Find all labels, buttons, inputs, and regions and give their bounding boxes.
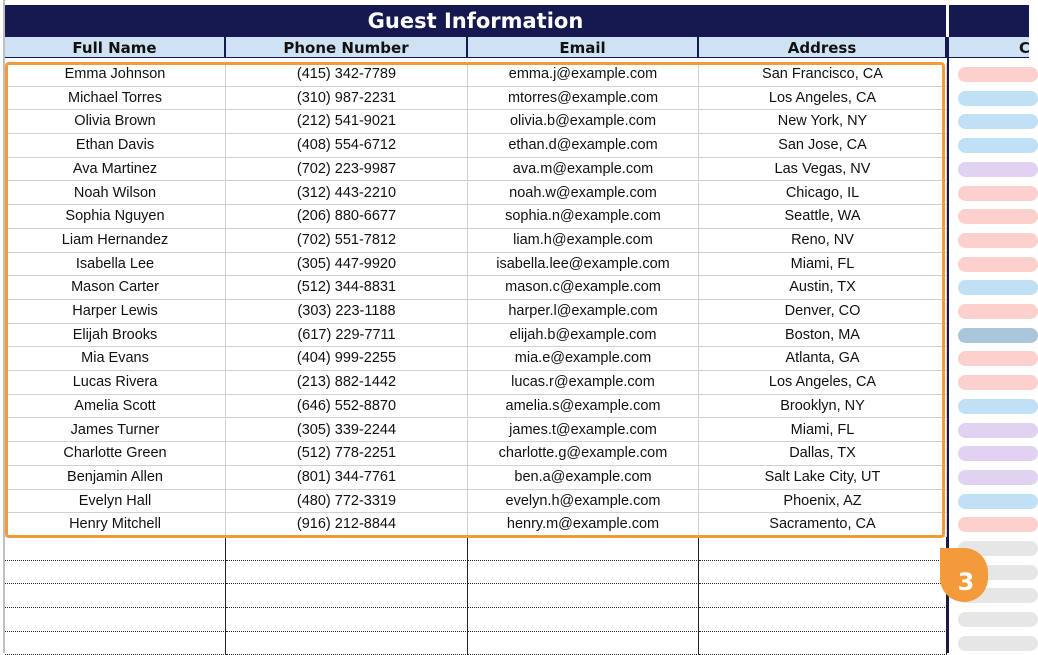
empty-cell[interactable] xyxy=(468,608,699,632)
status-pill[interactable] xyxy=(958,304,1038,319)
empty-cell[interactable] xyxy=(468,584,699,608)
cell-email[interactable]: evelyn.h@example.com xyxy=(468,490,699,514)
cell-phone[interactable]: (305) 339-2244 xyxy=(226,419,468,443)
cell-address[interactable]: Las Vegas, NV xyxy=(699,158,947,182)
cell-address[interactable]: New York, NY xyxy=(699,110,947,134)
cell-phone[interactable]: (512) 344-8831 xyxy=(226,276,468,300)
empty-cell[interactable] xyxy=(226,584,468,608)
cell-email[interactable]: ethan.d@example.com xyxy=(468,134,699,158)
empty-row xyxy=(5,561,947,585)
cell-address[interactable]: Brooklyn, NY xyxy=(699,395,947,419)
cell-full-name[interactable]: Olivia Brown xyxy=(5,110,226,134)
cell-full-name[interactable]: Michael Torres xyxy=(5,87,226,111)
cell-address[interactable]: Austin, TX xyxy=(699,276,947,300)
cell-email[interactable]: noah.w@example.com xyxy=(468,182,699,206)
cell-email[interactable]: olivia.b@example.com xyxy=(468,110,699,134)
cell-full-name[interactable]: James Turner xyxy=(5,419,226,443)
cell-address[interactable]: Seattle, WA xyxy=(699,205,947,229)
cell-full-name[interactable]: Emma Johnson xyxy=(5,63,226,87)
cell-email[interactable]: harper.l@example.com xyxy=(468,300,699,324)
cell-phone[interactable]: (212) 541-9021 xyxy=(226,110,468,134)
empty-cell[interactable] xyxy=(699,584,947,608)
status-pill[interactable] xyxy=(958,328,1038,343)
cell-phone[interactable]: (512) 778-2251 xyxy=(226,442,468,466)
status-pill[interactable] xyxy=(958,446,1038,461)
empty-cell[interactable] xyxy=(468,561,699,585)
empty-cell[interactable] xyxy=(699,632,947,655)
cell-email[interactable]: charlotte.g@example.com xyxy=(468,442,699,466)
cell-phone[interactable]: (213) 882-1442 xyxy=(226,371,468,395)
cell-phone[interactable]: (617) 229-7711 xyxy=(226,324,468,348)
selection-highlight xyxy=(5,62,945,538)
empty-cell[interactable] xyxy=(468,537,699,561)
empty-cell[interactable] xyxy=(5,561,226,585)
cell-full-name[interactable]: Mason Carter xyxy=(5,276,226,300)
status-pill[interactable] xyxy=(958,423,1038,438)
cell-address[interactable]: Reno, NV xyxy=(699,229,947,253)
empty-cell[interactable] xyxy=(226,632,468,655)
status-pill[interactable] xyxy=(958,636,1038,651)
cell-email[interactable]: henry.m@example.com xyxy=(468,513,699,537)
cell-address[interactable]: Sacramento, CA xyxy=(699,513,947,537)
header-email[interactable]: Email xyxy=(468,37,699,58)
cell-phone[interactable]: (305) 447-9920 xyxy=(226,253,468,277)
cell-address[interactable]: Boston, MA xyxy=(699,324,947,348)
cell-email[interactable]: elijah.b@example.com xyxy=(468,324,699,348)
cell-full-name[interactable]: Henry Mitchell xyxy=(5,513,226,537)
cell-email[interactable]: mia.e@example.com xyxy=(468,347,699,371)
status-pill[interactable] xyxy=(958,67,1038,82)
cell-email[interactable]: james.t@example.com xyxy=(468,419,699,443)
status-pill[interactable] xyxy=(958,233,1038,248)
status-pill[interactable] xyxy=(958,517,1038,532)
status-pill[interactable] xyxy=(958,186,1038,201)
cell-phone[interactable]: (480) 772-3319 xyxy=(226,490,468,514)
empty-cell[interactable] xyxy=(226,561,468,585)
banner-extension xyxy=(949,5,1029,37)
header-address[interactable]: Address xyxy=(699,37,947,58)
cell-email[interactable]: mtorres@example.com xyxy=(468,87,699,111)
status-pill[interactable] xyxy=(958,375,1038,390)
status-pill[interactable] xyxy=(958,612,1038,627)
status-pill[interactable] xyxy=(958,257,1038,272)
status-pill[interactable] xyxy=(958,351,1038,366)
cell-address[interactable]: Los Angeles, CA xyxy=(699,87,947,111)
cell-address[interactable]: Dallas, TX xyxy=(699,442,947,466)
guest-information-banner: Guest Information xyxy=(5,5,946,37)
cell-full-name[interactable]: Lucas Rivera xyxy=(5,371,226,395)
cell-address[interactable]: San Jose, CA xyxy=(699,134,947,158)
empty-row xyxy=(5,632,947,655)
status-pill[interactable] xyxy=(958,280,1038,295)
cell-full-name[interactable]: Liam Hernandez xyxy=(5,229,226,253)
cell-phone[interactable]: (312) 443-2210 xyxy=(226,182,468,206)
status-pill[interactable] xyxy=(958,494,1038,509)
empty-cell[interactable] xyxy=(5,608,226,632)
cell-full-name[interactable]: Evelyn Hall xyxy=(5,490,226,514)
cell-phone[interactable]: (801) 344-7761 xyxy=(226,466,468,490)
cell-full-name[interactable]: Ethan Davis xyxy=(5,134,226,158)
empty-row xyxy=(5,608,947,632)
cell-phone[interactable]: (415) 342-7789 xyxy=(226,63,468,87)
status-pill[interactable] xyxy=(958,162,1038,177)
empty-cell[interactable] xyxy=(5,584,226,608)
header-status[interactable]: C xyxy=(949,37,1029,58)
empty-row xyxy=(5,584,947,608)
cell-phone[interactable]: (646) 552-8870 xyxy=(226,395,468,419)
cell-full-name[interactable]: Elijah Brooks xyxy=(5,324,226,348)
empty-row xyxy=(5,537,947,561)
cell-email[interactable]: isabella.lee@example.com xyxy=(468,253,699,277)
cell-address[interactable]: Atlanta, GA xyxy=(699,347,947,371)
cell-email[interactable]: ava.m@example.com xyxy=(468,158,699,182)
cell-address[interactable]: Miami, FL xyxy=(699,419,947,443)
cell-address[interactable]: Los Angeles, CA xyxy=(699,371,947,395)
empty-cell[interactable] xyxy=(226,537,468,561)
cell-phone[interactable]: (404) 999-2255 xyxy=(226,347,468,371)
empty-cell[interactable] xyxy=(699,608,947,632)
cell-full-name[interactable]: Amelia Scott xyxy=(5,395,226,419)
cell-full-name[interactable]: Ava Martinez xyxy=(5,158,226,182)
cell-address[interactable]: Salt Lake City, UT xyxy=(699,466,947,490)
cell-phone[interactable]: (702) 223-9987 xyxy=(226,158,468,182)
empty-cell[interactable] xyxy=(468,632,699,655)
empty-cell[interactable] xyxy=(226,608,468,632)
cell-email[interactable]: emma.j@example.com xyxy=(468,63,699,87)
header-full-name[interactable]: Full Name xyxy=(5,37,226,58)
status-pill[interactable] xyxy=(958,138,1038,153)
empty-cell[interactable] xyxy=(5,632,226,655)
status-pill[interactable] xyxy=(958,399,1038,414)
cell-email[interactable]: liam.h@example.com xyxy=(468,229,699,253)
cell-phone[interactable]: (303) 223-1188 xyxy=(226,300,468,324)
header-phone-number[interactable]: Phone Number xyxy=(226,37,468,58)
status-pill[interactable] xyxy=(958,114,1038,129)
cell-full-name[interactable]: Charlotte Green xyxy=(5,442,226,466)
status-pill[interactable] xyxy=(958,91,1038,106)
cell-email[interactable]: amelia.s@example.com xyxy=(468,395,699,419)
cell-phone[interactable]: (702) 551-7812 xyxy=(226,229,468,253)
cell-email[interactable]: mason.c@example.com xyxy=(468,276,699,300)
cell-email[interactable]: ben.a@example.com xyxy=(468,466,699,490)
cell-full-name[interactable]: Harper Lewis xyxy=(5,300,226,324)
empty-cell[interactable] xyxy=(699,561,947,585)
cell-address[interactable]: Denver, CO xyxy=(699,300,947,324)
cell-full-name[interactable]: Mia Evans xyxy=(5,347,226,371)
cell-address[interactable]: Miami, FL xyxy=(699,253,947,277)
cell-phone[interactable]: (408) 554-6712 xyxy=(226,134,468,158)
cell-address[interactable]: San Francisco, CA xyxy=(699,63,947,87)
cell-phone[interactable]: (310) 987-2231 xyxy=(226,87,468,111)
cell-address[interactable]: Chicago, IL xyxy=(699,182,947,206)
cell-email[interactable]: sophia.n@example.com xyxy=(468,205,699,229)
step-badge: 3 xyxy=(940,548,988,602)
cell-full-name[interactable]: Sophia Nguyen xyxy=(5,205,226,229)
cell-phone[interactable]: (206) 880-6677 xyxy=(226,205,468,229)
cell-full-name[interactable]: Isabella Lee xyxy=(5,253,226,277)
cell-full-name[interactable]: Noah Wilson xyxy=(5,182,226,206)
cell-address[interactable]: Phoenix, AZ xyxy=(699,490,947,514)
empty-cell[interactable] xyxy=(5,537,226,561)
cell-full-name[interactable]: Benjamin Allen xyxy=(5,466,226,490)
status-pill[interactable] xyxy=(958,209,1038,224)
status-pill[interactable] xyxy=(958,470,1038,485)
cell-phone[interactable]: (916) 212-8844 xyxy=(226,513,468,537)
empty-cell[interactable] xyxy=(699,537,947,561)
cell-email[interactable]: lucas.r@example.com xyxy=(468,371,699,395)
